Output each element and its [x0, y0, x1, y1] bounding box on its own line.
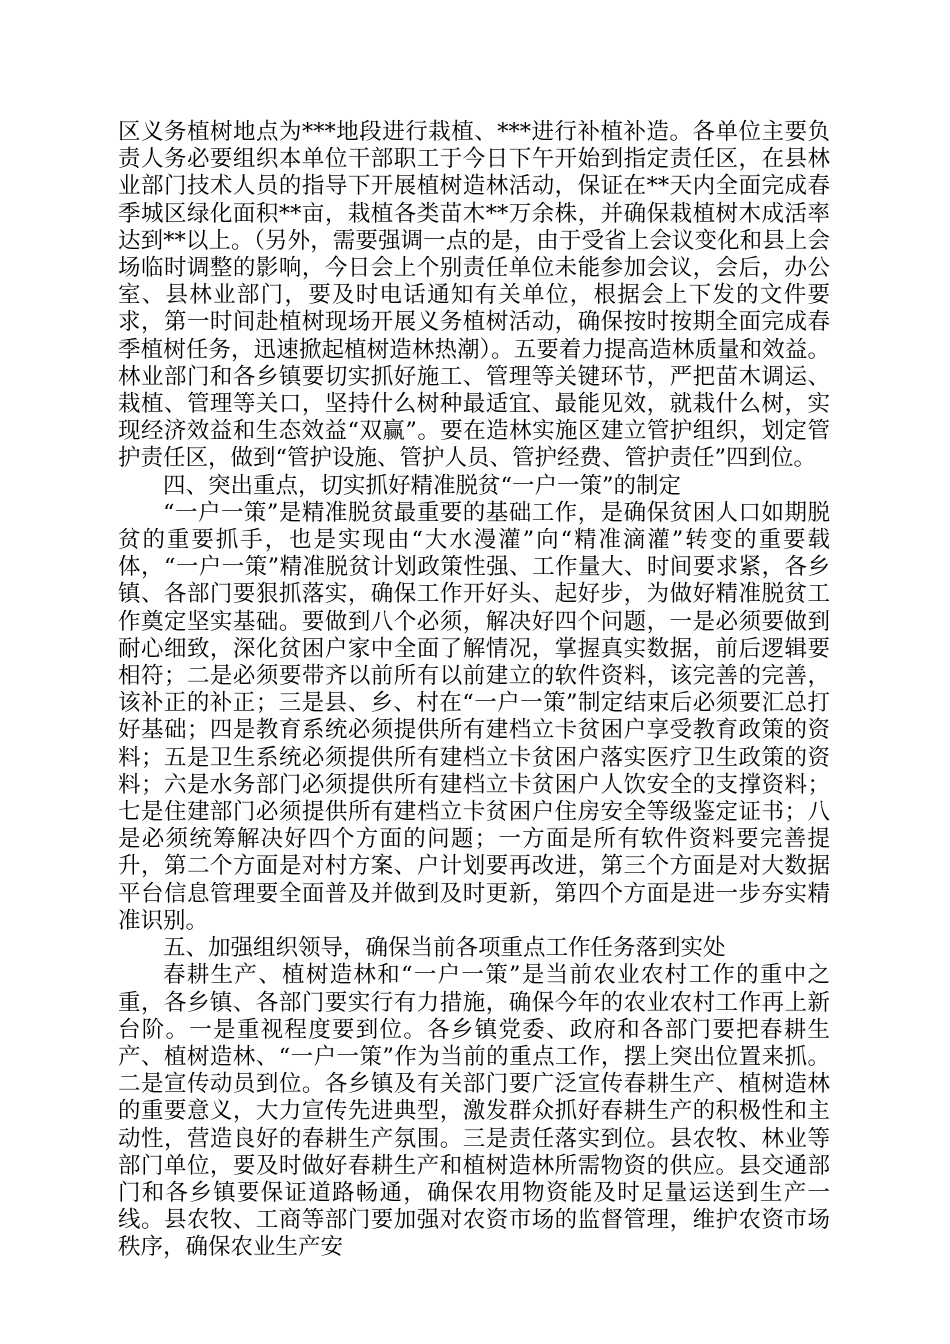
body-paragraph-3: 春耕生产、植树造林和“一户一策”是当前农业农村工作的重中之重，各乡镇、各部门要实行有力措施，确保今年的农业农村工作再上新台阶。一是重视程度要到位。各乡镇党委、政府和各部门要把春耕生产、植树造林、“一户一策”作为当前的重点工作，摆上突出位置来抓。二是宣传动员到位。各乡镇及有关部门要广泛宣传春耕生产、植树造林的重要意义，大力宣传先进典型，激发群众抓好春耕生产的积极性和主动性，营造良好的春耕生产氛围。三是责任落实到位。县农牧、林业等部门单位，要及时做好春耕生产和植树造林所需物资的供应。县交通部门和各乡镇要保证道路畅通，确保农用物资能及时足量运送到生产一线。县农牧、工商等部门要加强对农资市场的监督管理，维护农资市场秩序，确保农业生产安	[118, 962, 830, 1261]
section-heading-4: 四、突出重点，切实抓好精准脱贫“一户一策”的制定	[163, 472, 682, 499]
body-paragraph-2: “一户一策”是精准脱贫最重要的基础工作，是确保贫困人口如期脱贫的重要抓手，也是实现由“大水漫灌”向“精准滴灌”转变的重要载体，“一户一策”精准脱贫计划政策性强、工作量大、时间要求紧，各乡镇、各部门要狠抓落实，确保工作开好头、起好步，为做好精准脱贫工作奠定坚实基础。要做到八个必须，解决好四个问题，一是必须要做到耐心细致，深化贫困户家中全面了解情况，掌握真实数据，前后逻辑要相符；二是必须要带齐以前所有以前建立的软件资料，该完善的完善，该补正的补正；三是县、乡、村在“一户一策”制定结束后必须要汇总打好基础；四是教育系统必须提供所有建档立卡贫困户享受教育政策的资料；五是卫生系统必须提供所有建档立卡贫困户落实医疗卫生政策的资料；六是水务部门必须提供所有建档立卡贫困户人饮安全的支撑资料；七是住建部门必须提供所有建档立卡贫困户住房安全等级鉴定证书；八是必须统筹解决好四个方面的问题；一方面是所有软件资料要完善提升，第二个方面是对村方案、户计划要再改进，第三个方面是对大数据平台信息管理要全面普及并做到及时更新，第四个方面是进一步夯实精准识别。	[118, 499, 830, 934]
section-heading-5: 五、加强组织领导，确保当前各项重点工作任务落到实处	[163, 935, 726, 962]
document-body	[118, 119, 830, 1262]
body-paragraph-1: 区义务植树地点为***地段进行栽植、***进行补植补造。各单位主要负责人务必要组织本单位干部职工于今日下午开始到指定责任区，在县林业部门技术人员的指导下开展植树造林活动，保证在**天内全面完成春季城区绿化面积**亩，栽植各类苗木**万余株，并确保栽植树木成活率达到**以上。（另外，需要强调一点的是，由于受省上会议变化和县上会场临时调整的影响，今日会上个别责任单位未能参加会议，会后，办公室、县林业部门，要及时电话通知有关单位，根据会上下发的文件要求，第一时间赴植树现场开展义务植树活动，确保按时按期全面完成春季植树任务，迅速掀起植树造林热潮）。五要着力提高造林质量和效益。林业部门和各乡镇要切实抓好施工、管理等关键环节，严把苗木调运、栽植、管理等关口，坚持什么树种最适宜、最能见效，就栽什么树，实现经济效益和生态效益“双赢”。要在造林实施区建立管护组织，划定管护责任区，做到“管护设施、管护人员、管护经费、管护责任”四到位。	[118, 119, 830, 472]
